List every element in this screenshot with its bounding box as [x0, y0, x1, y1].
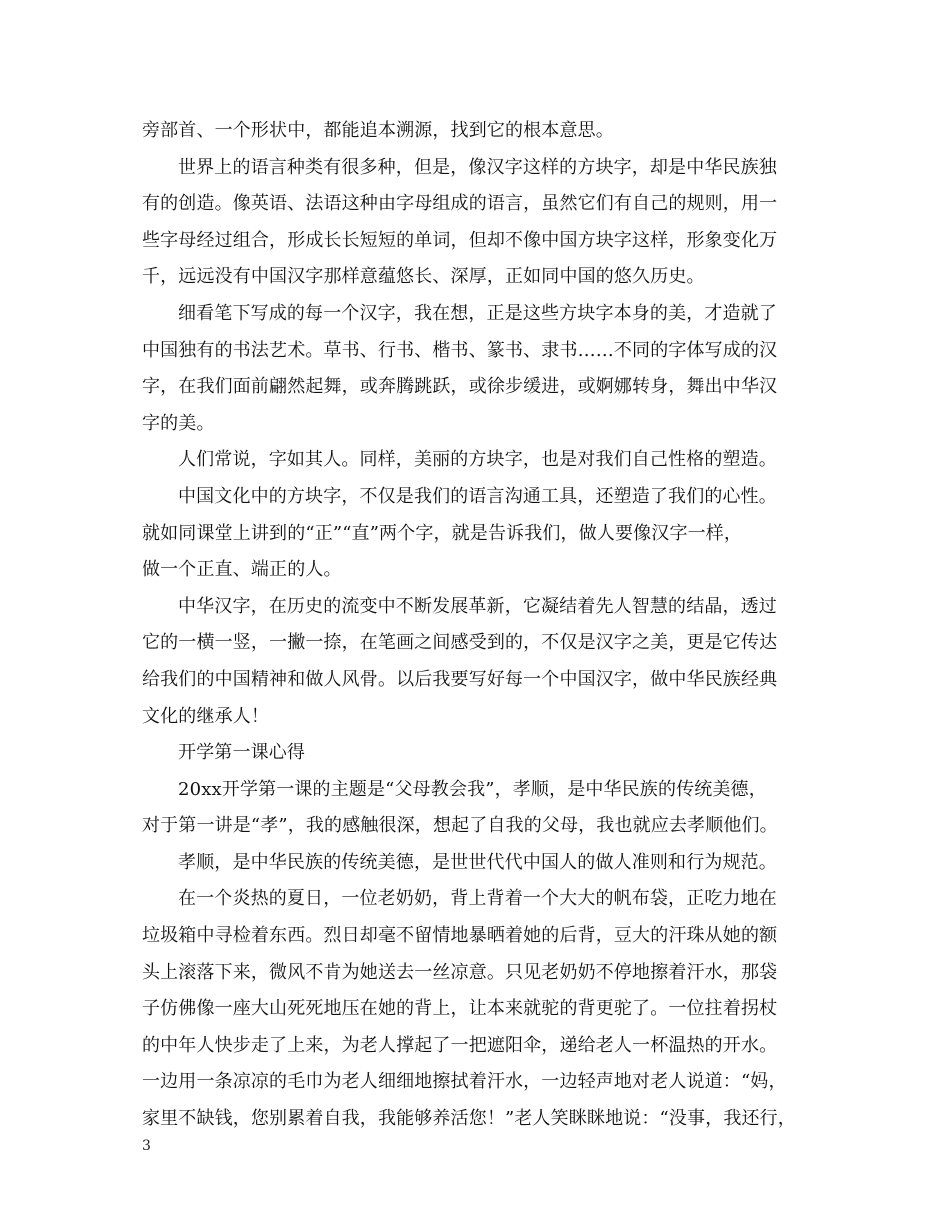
paragraph: 20xx开学第一课的主题是“父母教会我”，孝顺，是中华民族的传统美德， 对于第一讲是“孝”，我的感触很深，想起了自我的父母，我也就应去孝顺他们。: [142, 778, 778, 837]
page-number: 3: [142, 1138, 151, 1154]
paragraph: 旁部首、一个形状中，都能追本溯源，找到它的根本意思。: [142, 120, 614, 141]
paragraph: 细看笔下写成的每一个汉字，我在想，正是这些方块字本身的美，才造就了 中国独有的书法艺术。草书、行书、楷书、篆书、隶书……不同的字体写成的汉 字，在我们面前翩然起舞，或奔腾跳跃，或徐步缓进，或婀娜转身，舞出中华汉 字的美。: [142, 302, 778, 434]
paragraph: 在一个炎热的夏日，一位老奶奶，背上背着一个大大的帆布袋，正吃力地在 垃圾箱中寻检着东西。烈日却毫不留情地暴晒着她的后背，豆大的汗珠从她的额 头上滚落下来，微风不肯为她送去一丝凉意。只见老奶奶不停地擦着汗水，那袋 子仿佛像一座大山死死地压在她的背上，让本来就驼的背更驼了。一位拄着拐杖 的中年人快步走了上来，为老人撑起了一把遮阳伞，递给老人一杯温热的开水。 一边用一条凉凉的毛巾为老人细细地擦拭着汗水，一边轻声地对老人说道：“妈， 家里不缺钱，您别累着自我，我能够养活您！”老人笑眯眯地说：“没事，我还行，: [142, 888, 796, 1130]
paragraph: 人们常说，字如其人。同样，美丽的方块字，也是对我们自己性格的塑造。: [178, 449, 777, 471]
section-heading: 开学第一课心得: [178, 742, 306, 764]
paragraph: 世界上的语言种类有很多种，但是，像汉字这样的方块字，却是中华民族独 有的创造。像英语、法语这种由字母组成的语言，虽然它们有自己的规则，用一 些字母经过组合，形成长长短短的单词，但却不像中国方块字这样，形象变化万 千，远远没有中国汉字那样意蕴悠长、深厚，正如同中国的悠久历史。: [142, 156, 778, 288]
paragraph: 中国文化中的方块字，不仅是我们的语言沟通工具，还塑造了我们的心性。 就如同课堂上讲到的“正”“直”两个字，就是告诉我们，做人要像汉字一样， 做一个正直、端正的人。: [142, 485, 777, 581]
paragraph: 孝顺，是中华民族的传统美德，是世世代代中国人的做人准则和行为规范。: [178, 851, 777, 873]
body-text: [142, 113, 810, 1138]
paragraph: 中华汉字，在历史的流变中不断发展革新，它凝结着先人智慧的结晶，透过 它的一横一竖，一撇一捺，在笔画之间感受到的，不仅是汉字之美，更是它传达 给我们的中国精神和做人风骨。以后我要写好每一个中国汉字，做中华民族经典 文化的继承人！: [142, 595, 778, 727]
